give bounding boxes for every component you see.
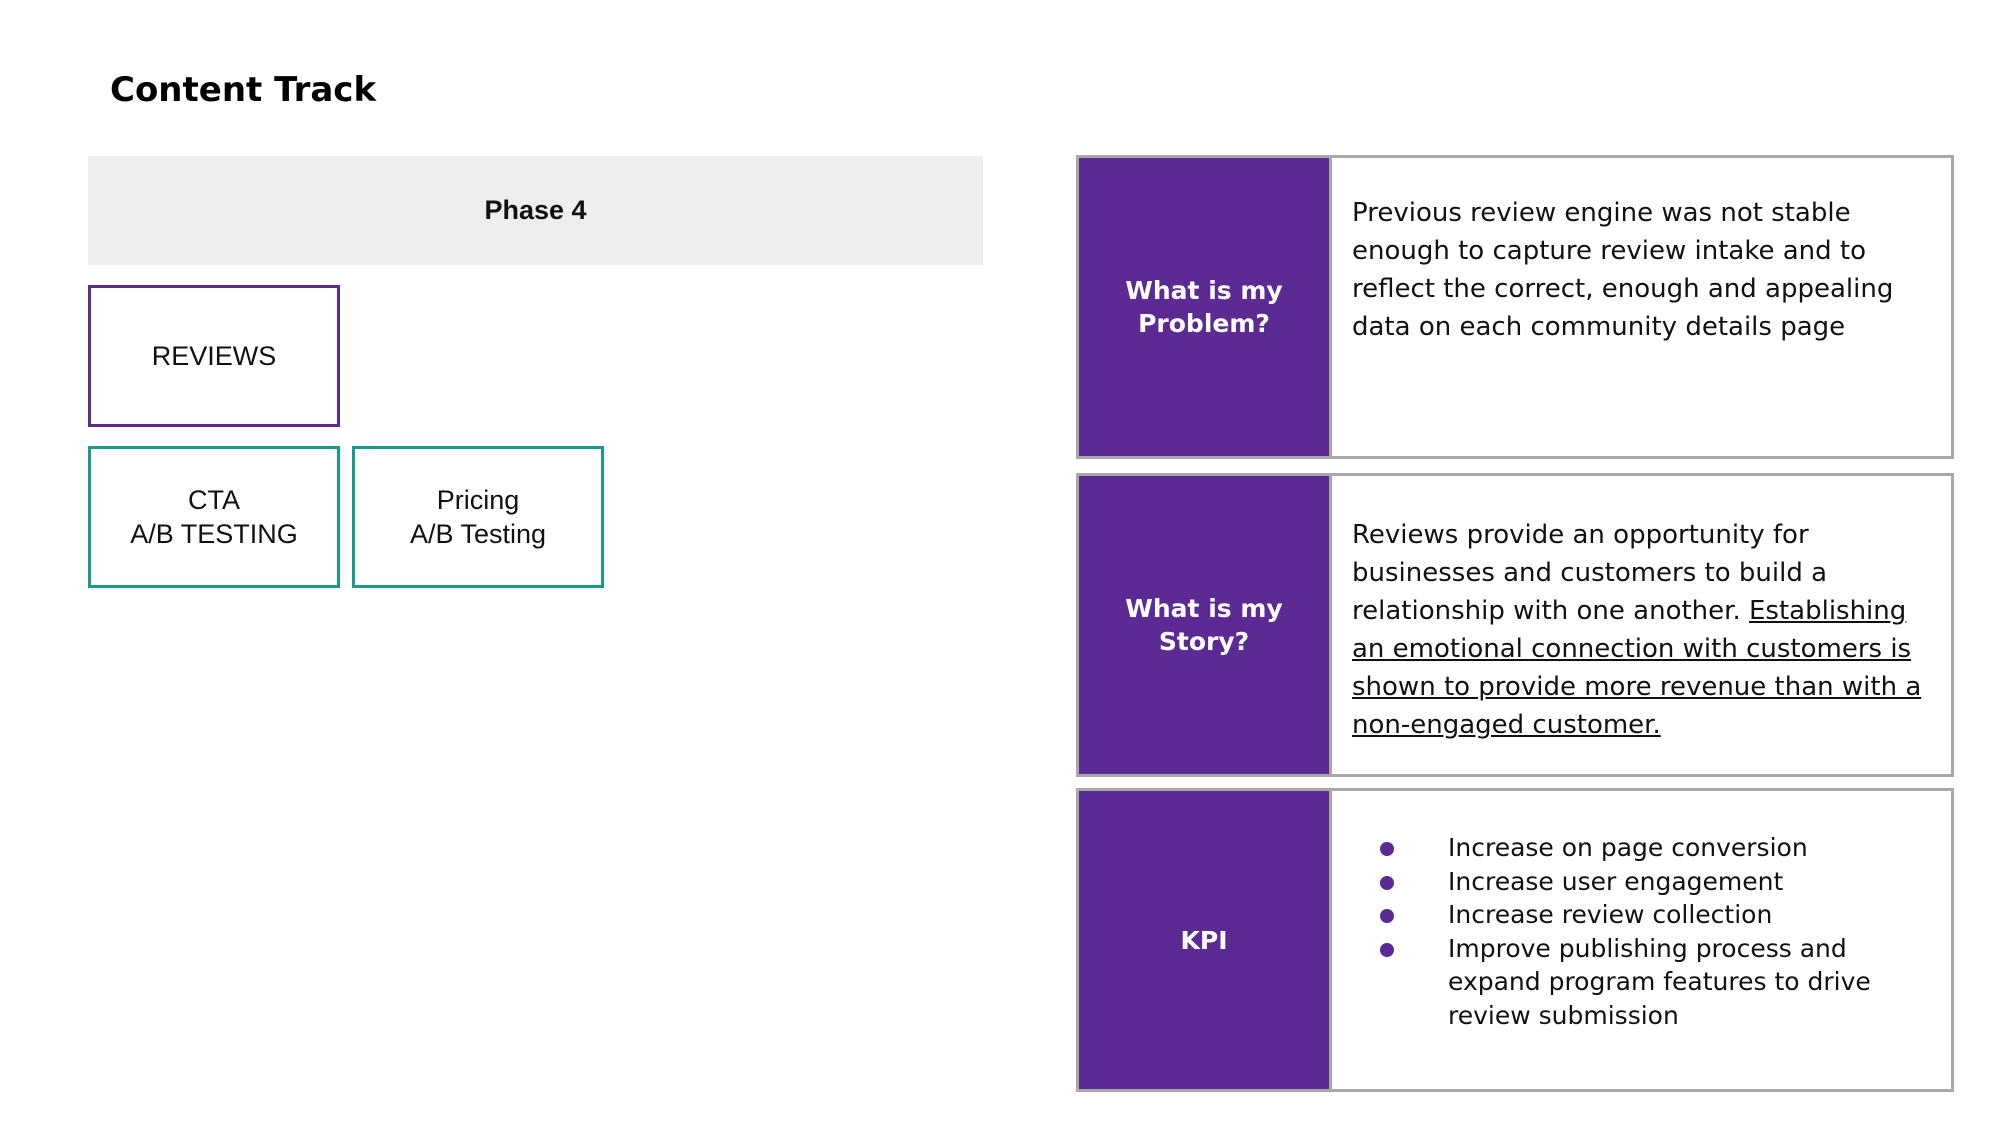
pricing-ab-testing-label: A/B Testing: [409, 519, 547, 549]
kpi-item: [1380, 898, 1931, 932]
pricing-ab-testing-box[interactable]: [352, 446, 604, 588]
problem-row: [1076, 155, 1954, 459]
phase-header: [88, 156, 983, 265]
problem-label-line2: Problem?: [1138, 309, 1270, 338]
kpi-item-text: Increase review collection: [1448, 900, 1773, 929]
bullet-icon: [1380, 842, 1394, 856]
kpi-item-text: Improve publishing process and expand program features to drive review submission: [1448, 933, 1871, 1030]
kpi-item: [1380, 831, 1931, 865]
problem-label: [1079, 158, 1332, 456]
kpi-item: [1380, 865, 1931, 899]
kpi-item-text: Increase user engagement: [1448, 866, 1784, 896]
pricing-label: Pricing: [436, 485, 520, 515]
kpi-list: [1332, 791, 1951, 1089]
story-text-underlined: Establishing an emotional connection with customers is shown to provide more revenue than with a non-engaged customer.: [1352, 596, 1922, 740]
problem-label-line1: What is my: [1125, 276, 1283, 305]
reviews-label: REVIEWS: [151, 341, 277, 371]
kpi-label: [1079, 791, 1332, 1089]
story-label: [1079, 476, 1332, 774]
bullet-icon: [1380, 943, 1394, 957]
cta-label: CTA: [188, 485, 240, 515]
kpi-row: [1076, 788, 1954, 1092]
story-label-line2: Story?: [1158, 627, 1250, 656]
bullet-icon: [1380, 876, 1394, 890]
story-text-plain: Reviews provide an opportunity for businesses and customers to build a relationship with one another.: [1352, 520, 1828, 626]
bullet-icon: [1380, 909, 1394, 923]
reviews-box[interactable]: [88, 285, 340, 427]
cta-ab-testing-label: A/B TESTING: [130, 519, 298, 549]
story-label-line1: What is my: [1125, 594, 1283, 623]
cta-ab-testing-box[interactable]: [88, 446, 340, 588]
kpi-item: [1380, 932, 1931, 1033]
story-row: [1076, 473, 1954, 777]
phase-label: Phase 4: [484, 195, 587, 225]
kpi-item-text: Increase on page conversion: [1448, 833, 1808, 862]
kpi-label-text: KPI: [1180, 925, 1228, 955]
page-title: Content Track: [110, 70, 377, 110]
problem-text: Previous review engine was not stable enough to capture review intake and to reflect the correct, enough and appealing data on each community details page: [1352, 198, 1894, 342]
story-text: [1332, 476, 1951, 774]
